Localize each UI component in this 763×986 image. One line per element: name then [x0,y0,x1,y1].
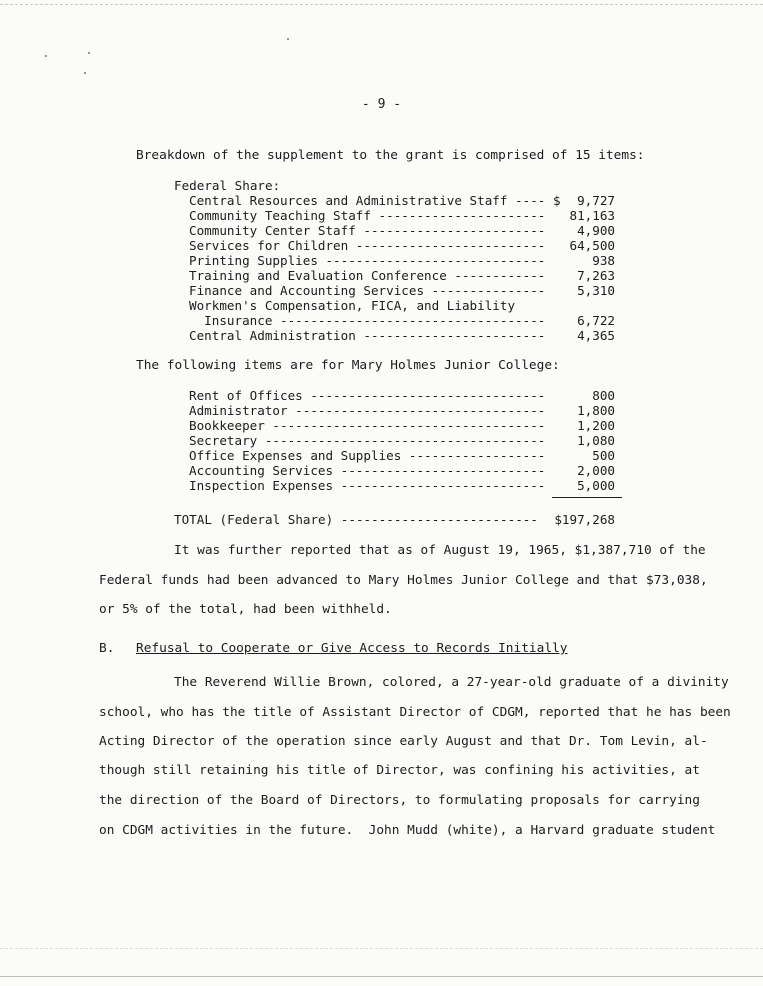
intro-line: Breakdown of the supplement to the grant is comprised of 15 items: [136,148,645,163]
total-amount: $197,268 [554,512,615,527]
federal-item-label: Workmen's Compensation, FICA, and Liability [189,298,516,313]
college-item-amount: 1,080 [577,433,615,448]
college-item-amount: 1,200 [577,418,615,433]
college-item-amount: 5,000 [577,478,615,493]
federal-item-label: Central Resources and Administrative Staff ---- $ [189,193,561,208]
page-top-edge [0,4,763,5]
paragraph-line: or 5% of the total, had been withheld. [99,602,392,617]
federal-item-amount: 9,727 [577,193,615,208]
federal-item-amount: 4,900 [577,223,615,238]
federal-item-label: Central Administration ------------------------ [189,328,546,343]
federal-item-amount: 4,365 [577,328,615,343]
federal-item-label: Finance and Accounting Services --------------- [189,283,546,298]
college-item-amount: 1,800 [577,403,615,418]
paragraph-line: Federal funds had been advanced to Mary Holmes Junior College and that $73,038, [99,573,708,588]
scan-speck [45,55,47,57]
federal-item-amount: 64,500 [569,238,615,253]
federal-item-amount: 938 [592,253,615,268]
college-item-label: Bookkeeper ------------------------------------ [189,418,546,433]
college-item-label: Secretary ------------------------------------- [189,433,546,448]
federal-item-label: Insurance ----------------------------------- [189,313,546,328]
federal-item-amount: 7,263 [577,268,615,283]
federal-item-label: Community Center Staff ------------------------ [189,223,546,238]
scan-speck [84,72,86,74]
sum-rule [552,497,622,498]
paragraph-line: on CDGM activities in the future. John Mudd (white), a Harvard graduate student [99,823,716,838]
paragraph-line: Acting Director of the operation since early August and that Dr. Tom Levin, al- [99,734,708,749]
federal-item-label: Services for Children ------------------------- [189,238,546,253]
page-bottom-edge [0,976,763,977]
federal-item-amount: 81,163 [569,208,615,223]
federal-item-amount: 6,722 [577,313,615,328]
college-item-amount: 2,000 [577,463,615,478]
college-item-amount: 500 [592,448,615,463]
college-item-amount: 800 [592,388,615,403]
mary-holmes-intro: The following items are for Mary Holmes Junior College: [136,358,560,373]
federal-item-amount: 5,310 [577,283,615,298]
page-bottom-shadow [0,948,763,949]
college-item-label: Rent of Offices ------------------------------- [189,388,546,403]
federal-item-label: Training and Evaluation Conference ------------ [189,268,546,283]
scan-speck [88,52,90,54]
college-item-label: Inspection Expenses --------------------------- [189,478,546,493]
section-title: Refusal to Cooperate or Give Access to Records Initially [136,641,568,656]
page-number: - 9 - [361,97,402,112]
paragraph-line: the direction of the Board of Directors, to formulating proposals for carrying [99,793,700,808]
college-item-label: Office Expenses and Supplies ------------------ [189,448,546,463]
federal-item-label: Printing Supplies ----------------------------- [189,253,546,268]
college-item-label: Accounting Services --------------------------- [189,463,546,478]
section-letter: B. [99,641,115,656]
paragraph-line: though still retaining his title of Director, was confining his activities, at [99,763,700,778]
federal-item-label: Community Teaching Staff ---------------------- [189,208,546,223]
paragraph-line: It was further reported that as of August 19, 1965, $1,387,710 of the [174,543,706,558]
federal-share-heading: Federal Share: [174,178,281,193]
paragraph-line: school, who has the title of Assistant Director of CDGM, reported that he has been [99,705,731,720]
college-item-label: Administrator --------------------------------- [189,403,546,418]
total-label: TOTAL (Federal Share) -------------------------- [174,512,538,527]
scan-speck [287,38,289,40]
paragraph-line: The Reverend Willie Brown, colored, a 27-year-old graduate of a divinity [174,675,729,690]
